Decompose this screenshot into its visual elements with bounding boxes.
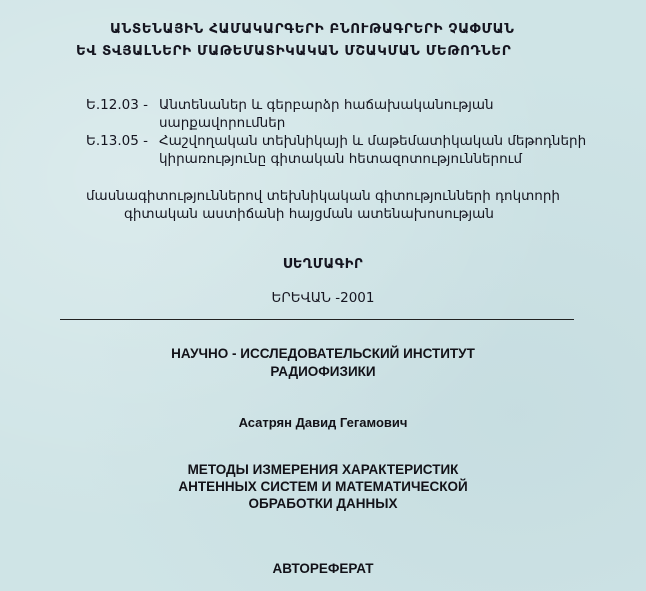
armenian-abstract-label: ՍԵՂՄԱԳԻՐ xyxy=(282,257,364,272)
armenian-city-year: ԵՐԵՎԱՆ -2001 xyxy=(271,290,375,306)
author-name: Асатрян Давид Гегамович xyxy=(238,415,408,430)
russian-title-line-3: ОБРАБОТКИ ДАННЫХ xyxy=(248,496,398,511)
specialty-2-line-2: կիրառությունը գիտական հետազոտություններում xyxy=(159,151,523,167)
specialty-1-line-2: սարքավորումներ xyxy=(159,115,286,131)
institute-line-2: РАДИОФИЗИКИ xyxy=(270,364,376,379)
degree-line-1: մասնագիտություններով տեխնիկական գիտությունների դոկտորի xyxy=(86,188,560,204)
armenian-title-line-1: ԱՆՏԵՆԱՅԻՆ ՀԱՄԱԿԱՐԳԵՐԻ ԲՆՈՒԹԱԳՐԵՐԻ ՉԱՓՄԱՆ xyxy=(110,21,515,37)
specialty-2-code: Ե.13.05 - xyxy=(86,133,148,149)
russian-title-line-1: МЕТОДЫ ИЗМЕРЕНИЯ ХАРАКТЕРИСТИК xyxy=(187,462,459,477)
horizontal-divider xyxy=(60,319,574,320)
armenian-title-line-2: ԵՎ ՏՎՅԱԼՆԵՐԻ ՄԱԹԵՄԱՏԻԿԱԿԱՆ ՄՇԱԿՄԱՆ ՄԵԹՈԴՆԵՐ xyxy=(76,43,512,59)
specialty-1-code: Ե.12.03 - xyxy=(86,97,148,113)
russian-abstract-label: АВТОРЕФЕРАТ xyxy=(272,561,374,576)
russian-title-line-2: АНТЕННЫХ СИСТЕМ И МАТЕМАТИЧЕСКОЙ xyxy=(178,479,468,494)
specialty-1-line-1: Անտենաներ և գերբարձր հաճախականության xyxy=(159,97,494,113)
institute-line-1: НАУЧНО - ИССЛЕДОВАТЕЛЬСКИЙ ИНСТИТУТ xyxy=(171,346,475,361)
degree-line-2: գիտական աստիճանի հայցման ատենախոսության xyxy=(124,206,494,222)
specialty-2-line-1: Հաշվողական տեխնիկայի և մաթեմատիկական մեթոդների xyxy=(159,133,587,149)
